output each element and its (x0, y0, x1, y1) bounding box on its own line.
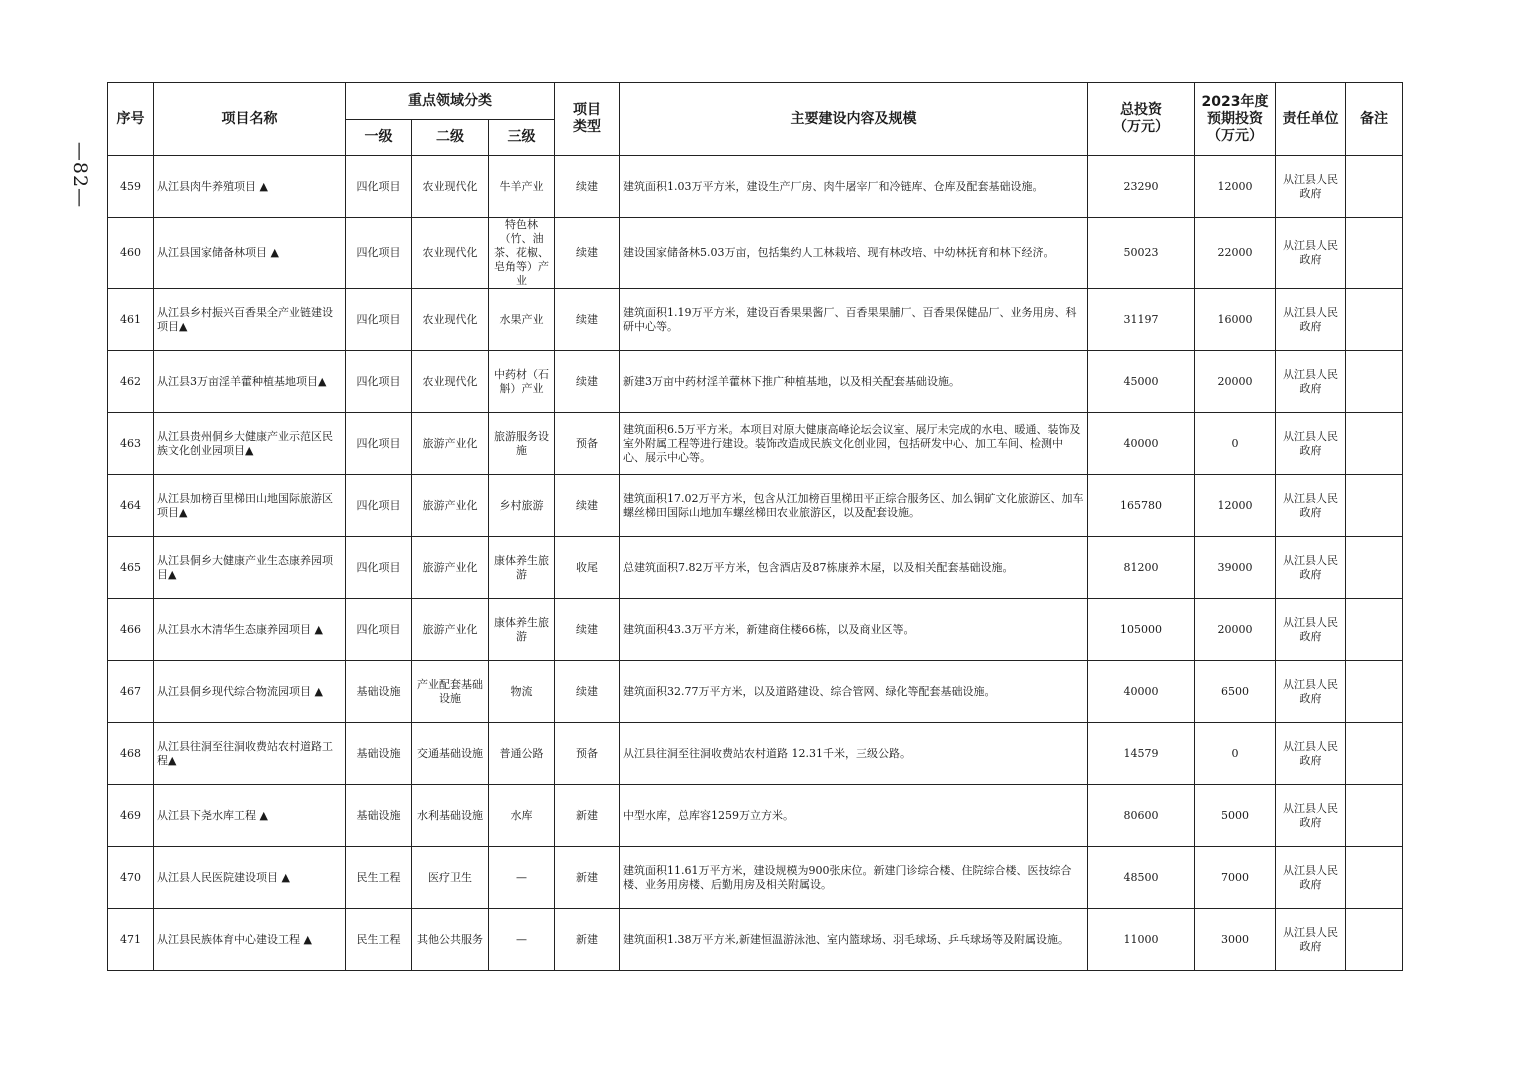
cell-content: 总建筑面积7.82万平方米，包含酒店及87栋康养木屋，以及相关配套基础设施。 (620, 537, 1088, 599)
header-remark: 备注 (1346, 83, 1403, 156)
header-level-2: 二级 (412, 120, 489, 156)
cell-project-name: 从江县人民医院建设项目 ▲ (154, 847, 346, 909)
cell-remark (1346, 785, 1403, 847)
cell-level-3: 物流 (489, 661, 555, 723)
cell-responsible-unit: 从江县人民政府 (1276, 351, 1346, 413)
cell-expected-investment: 7000 (1195, 847, 1276, 909)
cell-level-3: 牛羊产业 (489, 156, 555, 218)
cell-level-3: 水库 (489, 785, 555, 847)
cell-level-2: 农业现代化 (412, 351, 489, 413)
cell-level-1: 四化项目 (346, 351, 412, 413)
cell-level-2: 医疗卫生 (412, 847, 489, 909)
cell-project-name: 从江县侗乡大健康产业生态康养园项目▲ (154, 537, 346, 599)
cell-level-2: 农业现代化 (412, 289, 489, 351)
table-row (108, 351, 1403, 413)
cell-expected-investment: 39000 (1195, 537, 1276, 599)
cell-project-type: 续建 (555, 156, 620, 218)
cell-level-1: 基础设施 (346, 785, 412, 847)
cell-level-3: — (489, 909, 555, 971)
cell-level-3: 中药材（石斛）产业 (489, 351, 555, 413)
table-row (108, 156, 1403, 218)
cell-total-investment: 50023 (1088, 218, 1195, 289)
cell-seq: 460 (108, 218, 154, 289)
cell-expected-investment: 20000 (1195, 351, 1276, 413)
table-row (108, 785, 1403, 847)
cell-content: 建筑面积1.19万平方米，建设百香果果酱厂、百香果果脯厂、百香果保健品厂、业务用房、科研中心等。 (620, 289, 1088, 351)
cell-remark (1346, 661, 1403, 723)
cell-remark (1346, 599, 1403, 661)
header-expected-investment: 2023年度 预期投资 （万元） (1195, 83, 1276, 156)
cell-level-1: 四化项目 (346, 475, 412, 537)
cell-level-3: 特色林（竹、油茶、花椒、皂角等）产业 (489, 218, 555, 289)
cell-seq: 468 (108, 723, 154, 785)
cell-project-type: 新建 (555, 909, 620, 971)
table-row (108, 537, 1403, 599)
cell-responsible-unit: 从江县人民政府 (1276, 847, 1346, 909)
header-total-investment: 总投资 （万元） (1088, 83, 1195, 156)
cell-responsible-unit: 从江县人民政府 (1276, 289, 1346, 351)
cell-responsible-unit: 从江县人民政府 (1276, 661, 1346, 723)
cell-content: 建筑面积43.3万平方米，新建商住楼66栋，以及商业区等。 (620, 599, 1088, 661)
cell-responsible-unit: 从江县人民政府 (1276, 413, 1346, 475)
cell-content: 建筑面积32.77万平方米，以及道路建设、综合管网、绿化等配套基础设施。 (620, 661, 1088, 723)
cell-expected-investment: 0 (1195, 723, 1276, 785)
cell-responsible-unit: 从江县人民政府 (1276, 156, 1346, 218)
cell-expected-investment: 22000 (1195, 218, 1276, 289)
cell-total-investment: 45000 (1088, 351, 1195, 413)
cell-level-3: 水果产业 (489, 289, 555, 351)
cell-total-investment: 40000 (1088, 413, 1195, 475)
cell-total-investment: 11000 (1088, 909, 1195, 971)
project-table (107, 82, 1403, 971)
cell-level-1: 四化项目 (346, 156, 412, 218)
header-responsible-unit: 责任单位 (1276, 83, 1346, 156)
cell-total-investment: 23290 (1088, 156, 1195, 218)
cell-project-type: 续建 (555, 475, 620, 537)
cell-project-name: 从江县国家储备林项目 ▲ (154, 218, 346, 289)
cell-responsible-unit: 从江县人民政府 (1276, 599, 1346, 661)
cell-expected-investment: 20000 (1195, 599, 1276, 661)
cell-seq: 462 (108, 351, 154, 413)
cell-project-name: 从江县肉牛养殖项目 ▲ (154, 156, 346, 218)
cell-responsible-unit: 从江县人民政府 (1276, 475, 1346, 537)
cell-project-type: 收尾 (555, 537, 620, 599)
cell-responsible-unit: 从江县人民政府 (1276, 909, 1346, 971)
cell-level-1: 四化项目 (346, 413, 412, 475)
cell-project-type: 续建 (555, 661, 620, 723)
cell-responsible-unit: 从江县人民政府 (1276, 723, 1346, 785)
table-row (108, 218, 1403, 289)
cell-seq: 467 (108, 661, 154, 723)
page-number-text: —82— (69, 141, 91, 209)
cell-content: 建筑面积11.61万平方米，建设规模为900张床位。新建门诊综合楼、住院综合楼、医技综合楼、业务用房楼、后勤用房及相关附属设。 (620, 847, 1088, 909)
cell-expected-investment: 12000 (1195, 156, 1276, 218)
cell-seq: 469 (108, 785, 154, 847)
header-project-name: 项目名称 (154, 83, 346, 156)
table-row (108, 289, 1403, 351)
cell-total-investment: 31197 (1088, 289, 1195, 351)
cell-level-2: 旅游产业化 (412, 599, 489, 661)
cell-total-investment: 105000 (1088, 599, 1195, 661)
cell-remark (1346, 537, 1403, 599)
cell-project-name: 从江县往洞至往洞收费站农村道路工程▲ (154, 723, 346, 785)
cell-level-1: 四化项目 (346, 537, 412, 599)
cell-level-2: 产业配套基础设施 (412, 661, 489, 723)
cell-remark (1346, 413, 1403, 475)
cell-remark (1346, 475, 1403, 537)
header-seq: 序号 (108, 83, 154, 156)
cell-expected-investment: 5000 (1195, 785, 1276, 847)
cell-remark (1346, 156, 1403, 218)
cell-project-name: 从江县加榜百里梯田山地国际旅游区项目▲ (154, 475, 346, 537)
cell-expected-investment: 0 (1195, 413, 1276, 475)
cell-level-1: 四化项目 (346, 599, 412, 661)
cell-project-name: 从江县3万亩淫羊藿种植基地项目▲ (154, 351, 346, 413)
cell-level-2: 旅游产业化 (412, 537, 489, 599)
cell-level-2: 农业现代化 (412, 156, 489, 218)
cell-project-name: 从江县下尧水库工程 ▲ (154, 785, 346, 847)
cell-project-name: 从江县侗乡现代综合物流园项目 ▲ (154, 661, 346, 723)
cell-content: 新建3万亩中药材淫羊藿林下推广种植基地，以及相关配套基础设施。 (620, 351, 1088, 413)
header-category: 重点领域分类 (346, 83, 555, 120)
cell-level-1: 民生工程 (346, 847, 412, 909)
cell-level-1: 民生工程 (346, 909, 412, 971)
cell-content: 建筑面积1.03万平方米，建设生产厂房、肉牛屠宰厂和冷链库、仓库及配套基础设施。 (620, 156, 1088, 218)
cell-responsible-unit: 从江县人民政府 (1276, 537, 1346, 599)
cell-level-2: 旅游产业化 (412, 413, 489, 475)
cell-level-2: 农业现代化 (412, 218, 489, 289)
cell-seq: 471 (108, 909, 154, 971)
cell-seq: 463 (108, 413, 154, 475)
cell-content: 中型水库，总库容1259万立方米。 (620, 785, 1088, 847)
cell-expected-investment: 3000 (1195, 909, 1276, 971)
cell-expected-investment: 6500 (1195, 661, 1276, 723)
cell-project-type: 预备 (555, 723, 620, 785)
cell-total-investment: 40000 (1088, 661, 1195, 723)
cell-seq: 466 (108, 599, 154, 661)
header-content: 主要建设内容及规模 (620, 83, 1088, 156)
cell-level-1: 基础设施 (346, 661, 412, 723)
table-row (108, 661, 1403, 723)
cell-project-type: 新建 (555, 785, 620, 847)
cell-project-type: 新建 (555, 847, 620, 909)
cell-seq: 465 (108, 537, 154, 599)
cell-remark (1346, 723, 1403, 785)
cell-total-investment: 48500 (1088, 847, 1195, 909)
cell-total-investment: 14579 (1088, 723, 1195, 785)
cell-level-3: 旅游服务设施 (489, 413, 555, 475)
header-project-type: 项目 类型 (555, 83, 620, 156)
cell-content: 建筑面积1.38万平方米,新建恒温游泳池、室内篮球场、羽毛球场、乒乓球场等及附属设施。 (620, 909, 1088, 971)
cell-total-investment: 165780 (1088, 475, 1195, 537)
cell-remark (1346, 847, 1403, 909)
cell-content: 从江县往洞至往洞收费站农村道路 12.31千米，三级公路。 (620, 723, 1088, 785)
cell-level-3: — (489, 847, 555, 909)
table-row (108, 413, 1403, 475)
cell-level-3: 康体养生旅游 (489, 599, 555, 661)
cell-seq: 459 (108, 156, 154, 218)
header-level-3: 三级 (489, 120, 555, 156)
cell-remark (1346, 218, 1403, 289)
cell-seq: 464 (108, 475, 154, 537)
cell-seq: 461 (108, 289, 154, 351)
cell-level-2: 旅游产业化 (412, 475, 489, 537)
cell-level-3: 普通公路 (489, 723, 555, 785)
header-level-1: 一级 (346, 120, 412, 156)
cell-level-1: 基础设施 (346, 723, 412, 785)
cell-responsible-unit: 从江县人民政府 (1276, 218, 1346, 289)
cell-project-name: 从江县民族体育中心建设工程 ▲ (154, 909, 346, 971)
cell-level-1: 四化项目 (346, 218, 412, 289)
cell-project-name: 从江县贵州侗乡大健康产业示范区民族文化创业园项目▲ (154, 413, 346, 475)
cell-seq: 470 (108, 847, 154, 909)
cell-level-3: 乡村旅游 (489, 475, 555, 537)
cell-level-2: 水利基础设施 (412, 785, 489, 847)
cell-level-3: 康体养生旅游 (489, 537, 555, 599)
cell-expected-investment: 16000 (1195, 289, 1276, 351)
cell-total-investment: 81200 (1088, 537, 1195, 599)
cell-project-type: 预备 (555, 413, 620, 475)
table-row (108, 723, 1403, 785)
cell-project-type: 续建 (555, 289, 620, 351)
cell-total-investment: 80600 (1088, 785, 1195, 847)
cell-project-type: 续建 (555, 599, 620, 661)
cell-expected-investment: 12000 (1195, 475, 1276, 537)
cell-remark (1346, 909, 1403, 971)
table-row (108, 599, 1403, 661)
cell-project-name: 从江县水木清华生态康养园项目 ▲ (154, 599, 346, 661)
cell-project-name: 从江县乡村振兴百香果全产业链建设项目▲ (154, 289, 346, 351)
table-row (108, 475, 1403, 537)
cell-project-type: 续建 (555, 351, 620, 413)
cell-project-type: 续建 (555, 218, 620, 289)
cell-remark (1346, 351, 1403, 413)
cell-content: 建筑面积6.5万平方米。本项目对原大健康高峰论坛会议室、展厅未完成的水电、暖通、装饰及室外附属工程等进行建设。装饰改造成民族文化创业园，包括研发中心、加工车间、检测中心、展示中心等。 (620, 413, 1088, 475)
cell-responsible-unit: 从江县人民政府 (1276, 785, 1346, 847)
cell-remark (1346, 289, 1403, 351)
table-row (108, 847, 1403, 909)
table-row (108, 909, 1403, 971)
cell-level-2: 其他公共服务 (412, 909, 489, 971)
cell-content: 建筑面积17.02万平方米，包含从江加榜百里梯田平正综合服务区、加么铜矿文化旅游区、加车螺丝梯田国际山地加车螺丝梯田农业旅游区，以及配套设施。 (620, 475, 1088, 537)
cell-level-2: 交通基础设施 (412, 723, 489, 785)
cell-content: 建设国家储备林5.03万亩，包括集约人工林栽培、现有林改培、中幼林抚育和林下经济。 (620, 218, 1088, 289)
page-number (60, 140, 100, 210)
cell-level-1: 四化项目 (346, 289, 412, 351)
